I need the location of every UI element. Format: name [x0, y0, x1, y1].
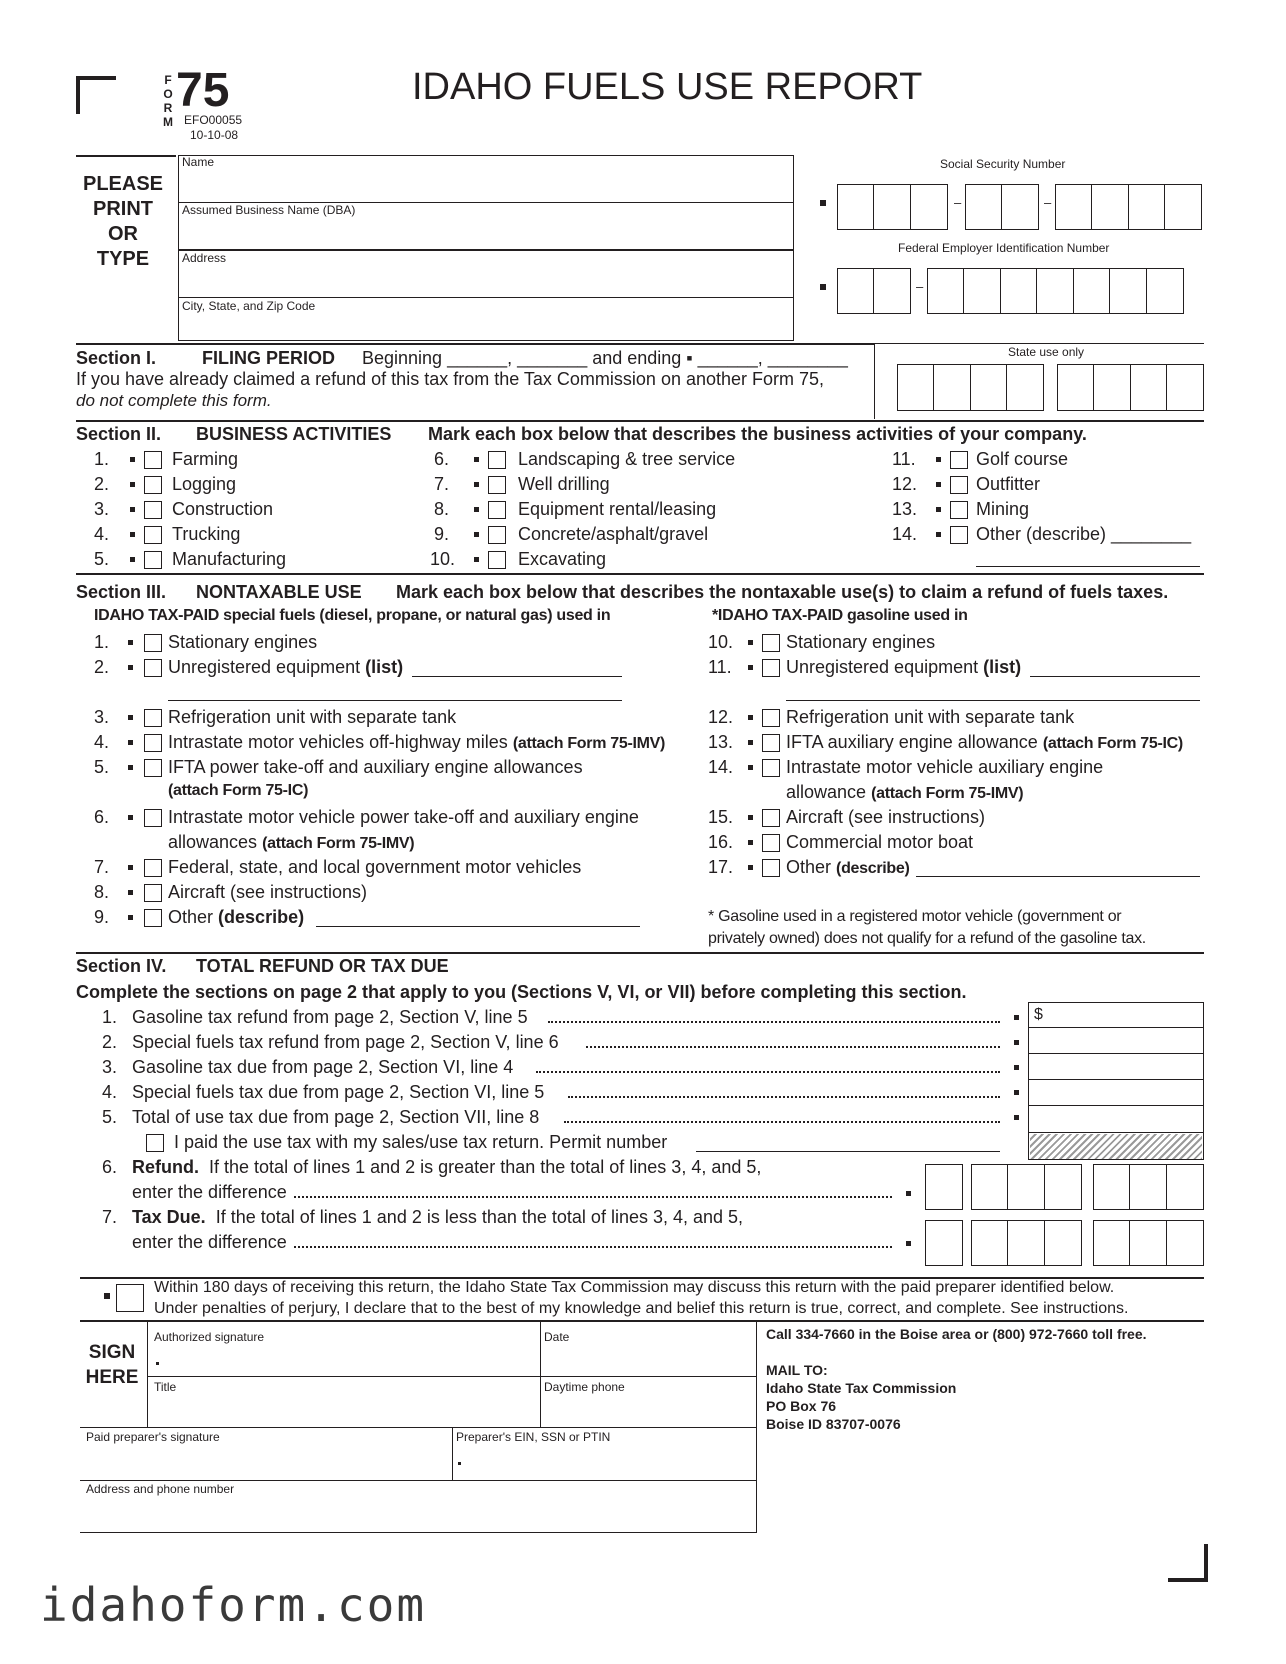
item-number: 8. [434, 499, 450, 519]
gas-unregistered-list-line[interactable] [1030, 676, 1200, 677]
form-letter: O [163, 87, 173, 101]
fein-input[interactable] [838, 268, 911, 314]
bullet [128, 915, 133, 920]
form-letters [162, 73, 174, 129]
sf-ifta-checkbox[interactable] [144, 759, 162, 777]
form-date: 10-10-08 [190, 128, 239, 142]
bullet [474, 532, 479, 537]
bullet [1014, 1065, 1019, 1070]
divider [452, 1427, 453, 1480]
sign-word: SIGN [88, 1342, 136, 1363]
tax-due-input-2[interactable] [972, 1220, 1082, 1266]
mail-to-heading: MAIL TO: [766, 1362, 828, 1378]
bullet [128, 740, 133, 745]
divider [76, 420, 1204, 422]
gasoline-footnote-2: privately owned) does not qualify for a refund of the gasoline tax. [708, 930, 1146, 947]
dot-leader [564, 1121, 1000, 1123]
bullet [1014, 1115, 1019, 1120]
bullet [474, 482, 479, 487]
sf-unregistered-checkbox[interactable] [144, 659, 162, 677]
item-number: 7. [94, 857, 110, 877]
label-emphasis: (attach Form 75-IMV) [512, 735, 666, 752]
bullet [1014, 1090, 1019, 1095]
activity-label: Manufacturing [172, 549, 287, 569]
bullet [748, 840, 753, 845]
authorized-signature-label: Authorized signature [154, 1330, 265, 1344]
bullet [130, 532, 135, 537]
gas-aircraft-label: Aircraft (see instructions) [786, 807, 986, 827]
divider [1028, 1079, 1204, 1080]
bullet [1014, 1040, 1019, 1045]
label-emphasis: Tax Due. [132, 1207, 206, 1227]
dash: – [954, 195, 962, 210]
sf-aircraft-checkbox[interactable] [144, 884, 162, 902]
divider [76, 573, 1204, 575]
label-emphasis: (list) [983, 657, 1022, 677]
form-code: EFO00055 [184, 113, 243, 127]
dot-leader [294, 1246, 892, 1248]
tax-due-input-3[interactable] [1094, 1220, 1204, 1266]
corner-mark-top-left [76, 76, 116, 114]
line-label: Total of use tax due from page 2, Section VII, line 8 [132, 1107, 540, 1127]
label-text: Other [168, 907, 214, 927]
label-emphasis: (attach Form 75-IMV) [262, 835, 415, 852]
tax-due-label-cont: enter the difference [132, 1232, 287, 1252]
bullet [128, 640, 133, 645]
label-emphasis: (attach Form 75-IC) [1042, 735, 1183, 752]
title-label: Title [154, 1380, 177, 1394]
corner-mark-bottom-right [1168, 1544, 1208, 1582]
print-word-print: PRINT [93, 198, 153, 220]
tax-due-label [132, 1207, 743, 1228]
sf-pto-label-cont [168, 832, 414, 853]
special-fuels-heading: IDAHO TAX-PAID special fuels (diesel, propane, or natural gas) used in [94, 607, 611, 624]
sf-other-line[interactable] [316, 926, 640, 927]
bullet [128, 815, 133, 820]
gas-other-line[interactable] [916, 876, 1200, 877]
bullet [474, 557, 479, 562]
activity-label: Other (describe) ________ [976, 524, 1192, 544]
line-label: Special fuels tax due from page 2, Section VI, line 5 [132, 1082, 545, 1102]
perjury-declaration: Under penalties of perjury, I declare that to the best of my knowledge and belief this return is true, correct, and complete. See instructions. [154, 1300, 1129, 1317]
gas-stationary-checkbox[interactable] [762, 634, 780, 652]
form-letter: M [163, 115, 173, 129]
label-text: If the total of lines 1 and 2 is less than the total of lines 3, 4, and 5, [215, 1207, 744, 1227]
preparer-address-label: Address and phone number [86, 1482, 235, 1496]
divider [76, 952, 1204, 954]
section2-title: BUSINESS ACTIVITIES [196, 424, 392, 444]
gas-auxiliary-checkbox[interactable] [762, 759, 780, 777]
divider [80, 1532, 756, 1533]
bullet [128, 665, 133, 670]
line-number: 5. [102, 1107, 118, 1127]
contact-phone: Call 334-7660 in the Boise area or (800) 972-7660 toll free. [766, 1326, 1147, 1342]
item-number: 4. [94, 524, 110, 544]
state-use-boxes [898, 364, 1044, 411]
state-use-label: State use only [1008, 345, 1085, 359]
gas-ifta-label [786, 732, 1183, 753]
gas-other-checkbox[interactable] [762, 859, 780, 877]
activity-label: Equipment rental/leasing [518, 499, 717, 519]
sign-here [80, 1340, 144, 1390]
line-number: 6. [102, 1157, 118, 1177]
line-label: Gasoline tax refund from page 2, Section V, line 5 [132, 1007, 528, 1027]
line-number: 7. [102, 1207, 118, 1227]
dash: – [916, 279, 924, 294]
refund-label [132, 1157, 761, 1178]
permit-number-line[interactable] [696, 1151, 1000, 1152]
line-number: 1. [102, 1007, 118, 1027]
farming-checkbox[interactable] [144, 451, 162, 469]
bullet [748, 765, 753, 770]
bullet [128, 865, 133, 870]
section2-instruction: Mark each box below that describes the business activities of your company. [428, 424, 1087, 444]
outfitter-checkbox[interactable] [950, 476, 968, 494]
divider [1028, 1105, 1204, 1106]
sf-aircraft-label: Aircraft (see instructions) [168, 882, 368, 902]
sf-ifta-label: IFTA power take-off and auxiliary engine allowances [168, 757, 583, 777]
city-label: City, State, and Zip Code [182, 299, 316, 313]
gas-refrigeration-checkbox[interactable] [762, 709, 780, 727]
item-number: 3. [94, 707, 110, 727]
sf-government-label: Federal, state, and local government motor vehicles [168, 857, 582, 877]
gas-stationary-label: Stationary engines [786, 632, 936, 652]
item-number: 14. [708, 757, 734, 777]
item-number: 4. [94, 732, 110, 752]
item-number: 12. [708, 707, 734, 727]
bullet [936, 532, 941, 537]
activity-label: Farming [172, 449, 239, 469]
item-number: 11. [892, 449, 916, 469]
section1-title: FILING PERIOD [202, 348, 336, 368]
ssn-input-2[interactable] [966, 184, 1039, 230]
section4-heading: Section IV. [76, 956, 167, 976]
section4-instruction: Complete the sections on page 2 that apply to you (Sections V, VI, or VII) before completing this section. [76, 982, 967, 1002]
well-drilling-checkbox[interactable] [488, 476, 506, 494]
label-text: Unregistered equipment [786, 657, 979, 677]
bullet [130, 482, 135, 487]
refund-input-3[interactable] [1094, 1164, 1204, 1210]
here-word: HERE [85, 1367, 139, 1388]
activity-label: Concrete/asphalt/gravel [518, 524, 709, 544]
mail-address-line1: Idaho State Tax Commission [766, 1380, 957, 1396]
section3-instruction: Mark each box below that describes the nontaxable use(s) to claim a refund of fuels taxes. [396, 582, 1169, 602]
divider [76, 343, 874, 345]
daytime-phone-label: Daytime phone [544, 1380, 625, 1394]
concrete-checkbox[interactable] [488, 526, 506, 544]
gasoline-footnote: * Gasoline used in a registered motor vehicle (government or [708, 908, 1122, 925]
bullet [820, 200, 826, 206]
print-word-type: TYPE [96, 248, 150, 270]
filing-period-line: Beginning ______, _______ and ending ▪ ______, ________ [362, 348, 848, 368]
bullet [936, 507, 941, 512]
bullet [748, 815, 753, 820]
section1-note: If you have already claimed a refund of this tax from the Tax Commission on another Form 75, [76, 369, 825, 389]
use-tax-due-amount[interactable] [1029, 1107, 1203, 1131]
item-number: 15. [708, 807, 734, 827]
gas-unregistered-label [786, 657, 1021, 678]
label-emphasis: (describe) [218, 907, 305, 927]
gasoline-tax-due-amount[interactable] [1029, 1055, 1203, 1079]
dot-leader [586, 1046, 1000, 1048]
item-number: 6. [434, 449, 450, 469]
activity-label: Landscaping & tree service [518, 449, 736, 469]
preparer-discuss-text: Within 180 days of receiving this return, the Idaho State Tax Commission may discuss this return with the paid preparer identified below. [154, 1279, 1115, 1296]
item-number: 14. [892, 524, 918, 544]
mail-address-line3: Boise ID 83707-0076 [766, 1416, 901, 1432]
sf-unregistered-list-line-2[interactable] [168, 700, 622, 701]
preparer-discuss-checkbox[interactable] [116, 1284, 144, 1312]
bullet [130, 557, 135, 562]
dot-leader [536, 1071, 1000, 1073]
form-title: IDAHO FUELS USE REPORT [412, 66, 923, 108]
activity-label: Golf course [976, 449, 1069, 469]
sf-government-checkbox[interactable] [144, 859, 162, 877]
sf-refrigeration-checkbox[interactable] [144, 709, 162, 727]
refund-label-cont: enter the difference [132, 1182, 287, 1202]
bullet [748, 640, 753, 645]
sf-pto-label: Intrastate motor vehicle power take-off and auxiliary engine [168, 807, 639, 827]
refund-input[interactable] [926, 1164, 963, 1210]
divider [1028, 1053, 1204, 1054]
date-label: Date [544, 1330, 570, 1344]
dash: – [1044, 195, 1052, 210]
form-number: 75 [176, 64, 230, 117]
section4-title: TOTAL REFUND OR TAX DUE [196, 956, 449, 976]
gasoline-refund-amount[interactable] [1029, 1003, 1203, 1027]
bullet [128, 765, 133, 770]
line-label: Special fuels tax refund from page 2, Section V, line 6 [132, 1032, 559, 1052]
label-emphasis: (list) [365, 657, 404, 677]
name-field[interactable] [180, 156, 792, 200]
bullet [156, 1362, 159, 1365]
item-number: 13. [708, 732, 734, 752]
item-number: 17. [708, 857, 734, 877]
label-text: allowances [168, 832, 258, 852]
divider [874, 343, 875, 419]
bullet [474, 507, 479, 512]
sf-stationary-checkbox[interactable] [144, 634, 162, 652]
sf-unregistered-list-line[interactable] [412, 676, 622, 677]
address-label: Address [182, 251, 227, 265]
item-number: 10. [708, 632, 734, 652]
item-number: 9. [434, 524, 450, 544]
label-text: Unregistered equipment [168, 657, 361, 677]
item-number: 16. [708, 832, 734, 852]
logging-checkbox[interactable] [144, 476, 162, 494]
special-fuels-refund-amount[interactable] [1029, 1029, 1203, 1053]
landscaping-checkbox[interactable] [488, 451, 506, 469]
bullet [1014, 1015, 1019, 1020]
divider [1028, 1027, 1204, 1028]
bullet [458, 1462, 461, 1465]
tax-due-input[interactable] [926, 1220, 963, 1266]
label-text: If the total of lines 1 and 2 is greater than the total of lines 3, 4, and 5, [209, 1157, 762, 1177]
mining-checkbox[interactable] [950, 501, 968, 519]
section3-title: NONTAXABLE USE [196, 582, 362, 602]
paid-use-tax-label: I paid the use tax with my sales/use tax return. Permit number [174, 1132, 668, 1152]
bullet [130, 507, 135, 512]
sf-pto-checkbox[interactable] [144, 809, 162, 827]
item-number: 10. [430, 549, 456, 569]
bullet [128, 890, 133, 895]
item-number: 13. [892, 499, 918, 519]
gasoline-heading: *IDAHO TAX-PAID gasoline used in [712, 607, 968, 624]
gas-boat-label: Commercial motor boat [786, 832, 974, 852]
gas-unregistered-checkbox[interactable] [762, 659, 780, 677]
divider [874, 343, 1204, 344]
gas-refrigeration-label: Refrigeration unit with separate tank [786, 707, 1075, 727]
preparer-ein-label: Preparer's EIN, SSN or PTIN [456, 1430, 611, 1444]
line-number: 2. [102, 1032, 118, 1052]
gas-other-label [786, 857, 910, 878]
gas-unregistered-list-line-2[interactable] [786, 700, 1200, 701]
line-number: 4. [102, 1082, 118, 1102]
activity-label: Mining [976, 499, 1030, 519]
bullet [748, 740, 753, 745]
name-label: Name [182, 155, 215, 169]
gas-boat-checkbox[interactable] [762, 834, 780, 852]
sf-stationary-label: Stationary engines [168, 632, 318, 652]
label-text: Other [786, 857, 832, 877]
divider [1028, 1132, 1204, 1133]
label-emphasis: Refund. [132, 1157, 199, 1177]
activity-label: Outfitter [976, 474, 1041, 494]
manufacturing-checkbox[interactable] [144, 551, 162, 569]
section3-heading: Section III. [76, 582, 167, 602]
section2-heading: Section II. [76, 424, 162, 444]
label-emphasis: (describe) [836, 860, 910, 877]
title-field[interactable] [148, 1377, 539, 1426]
item-number: 9. [94, 907, 110, 927]
item-number: 6. [94, 807, 110, 827]
section1-note-italic: do not complete this form. [76, 391, 272, 410]
sf-other-label [168, 907, 304, 928]
item-number: 5. [94, 549, 110, 569]
refund-input-2[interactable] [972, 1164, 1082, 1210]
bullet [748, 665, 753, 670]
print-instruction [76, 172, 170, 272]
activity-label: Excavating [518, 549, 607, 569]
ssn-label: Social Security Number [940, 157, 1066, 171]
trucking-checkbox[interactable] [144, 526, 162, 544]
label-text: IFTA auxiliary engine allowance [786, 732, 1038, 752]
line-label: Gasoline tax due from page 2, Section VI, line 4 [132, 1057, 514, 1077]
bullet [130, 457, 135, 462]
mail-address-line2: PO Box 76 [766, 1398, 837, 1414]
gas-auxiliary-label: Intrastate motor vehicle auxiliary engine [786, 757, 1104, 777]
print-word-please: PLEASE [82, 173, 164, 195]
sf-ifta-attach: (attach Form 75-IC) [168, 782, 309, 799]
item-number: 11. [708, 657, 732, 677]
divider [756, 1321, 757, 1533]
sf-offhighway-checkbox[interactable] [144, 734, 162, 752]
gas-ifta-checkbox[interactable] [762, 734, 780, 752]
sf-unregistered-label [168, 657, 403, 678]
print-word-or: OR [108, 223, 138, 245]
label-emphasis: (attach Form 75-IMV) [871, 785, 1024, 802]
dollar-sign: $ [1034, 1006, 1043, 1023]
equipment-rental-checkbox[interactable] [488, 501, 506, 519]
activity-label: Logging [172, 474, 237, 494]
label-text: Intrastate motor vehicles off-highway miles [168, 732, 508, 752]
ssn-input-3[interactable] [1056, 184, 1202, 230]
bullet [820, 284, 826, 290]
golf-course-checkbox[interactable] [950, 451, 968, 469]
construction-checkbox[interactable] [144, 501, 162, 519]
item-number: 3. [94, 499, 110, 519]
item-number: 1. [94, 632, 110, 652]
item-number: 1. [94, 449, 110, 469]
gas-auxiliary-label-cont [786, 782, 1023, 803]
dba-label: Assumed Business Name (DBA) [182, 203, 356, 217]
section1-heading: Section I. [76, 348, 157, 368]
activity-label: Trucking [172, 524, 241, 544]
ssn-input[interactable] [838, 184, 948, 230]
address-field[interactable] [180, 251, 792, 295]
line-number: 3. [102, 1057, 118, 1077]
item-number: 5. [94, 757, 110, 777]
form-letter: R [163, 101, 173, 115]
paid-use-tax-checkbox[interactable] [146, 1134, 164, 1152]
sf-offhighway-label [168, 732, 665, 753]
dot-leader [294, 1196, 892, 1198]
bullet [128, 715, 133, 720]
sf-other-checkbox[interactable] [144, 909, 162, 927]
special-fuels-tax-due-amount[interactable] [1029, 1081, 1203, 1105]
watermark-text: idahoform.com [40, 1578, 427, 1632]
bullet [936, 457, 941, 462]
activity-label: Construction [172, 499, 274, 519]
form-letter: F [164, 73, 172, 87]
other-describe-line[interactable] [976, 566, 1200, 567]
item-number: 7. [434, 474, 450, 494]
bullet [104, 1293, 110, 1299]
state-use-boxes-2 [1058, 364, 1204, 411]
item-number: 2. [94, 474, 110, 494]
dot-leader [548, 1021, 1000, 1023]
fein-input-2[interactable] [928, 268, 1184, 314]
bullet [748, 865, 753, 870]
sf-refrigeration-label: Refrigeration unit with separate tank [168, 707, 457, 727]
item-number: 8. [94, 882, 110, 902]
bullet [748, 715, 753, 720]
item-number: 12. [892, 474, 918, 494]
excavating-checkbox[interactable] [488, 551, 506, 569]
dot-leader [568, 1096, 1000, 1098]
id-left-rule [76, 155, 176, 157]
activity-label: Well drilling [518, 474, 610, 494]
date-field[interactable] [541, 1322, 755, 1375]
bullet [936, 482, 941, 487]
gas-aircraft-checkbox[interactable] [762, 809, 780, 827]
bullet [474, 457, 479, 462]
fein-label: Federal Employer Identification Number [898, 241, 1110, 255]
other-activity-checkbox[interactable] [950, 526, 968, 544]
bullet [906, 1191, 911, 1196]
hatched-cell [1030, 1134, 1202, 1159]
label-text: allowance [786, 782, 867, 802]
preparer-signature-label: Paid preparer's signature [86, 1430, 220, 1444]
item-number: 2. [94, 657, 110, 677]
bullet [906, 1241, 911, 1246]
